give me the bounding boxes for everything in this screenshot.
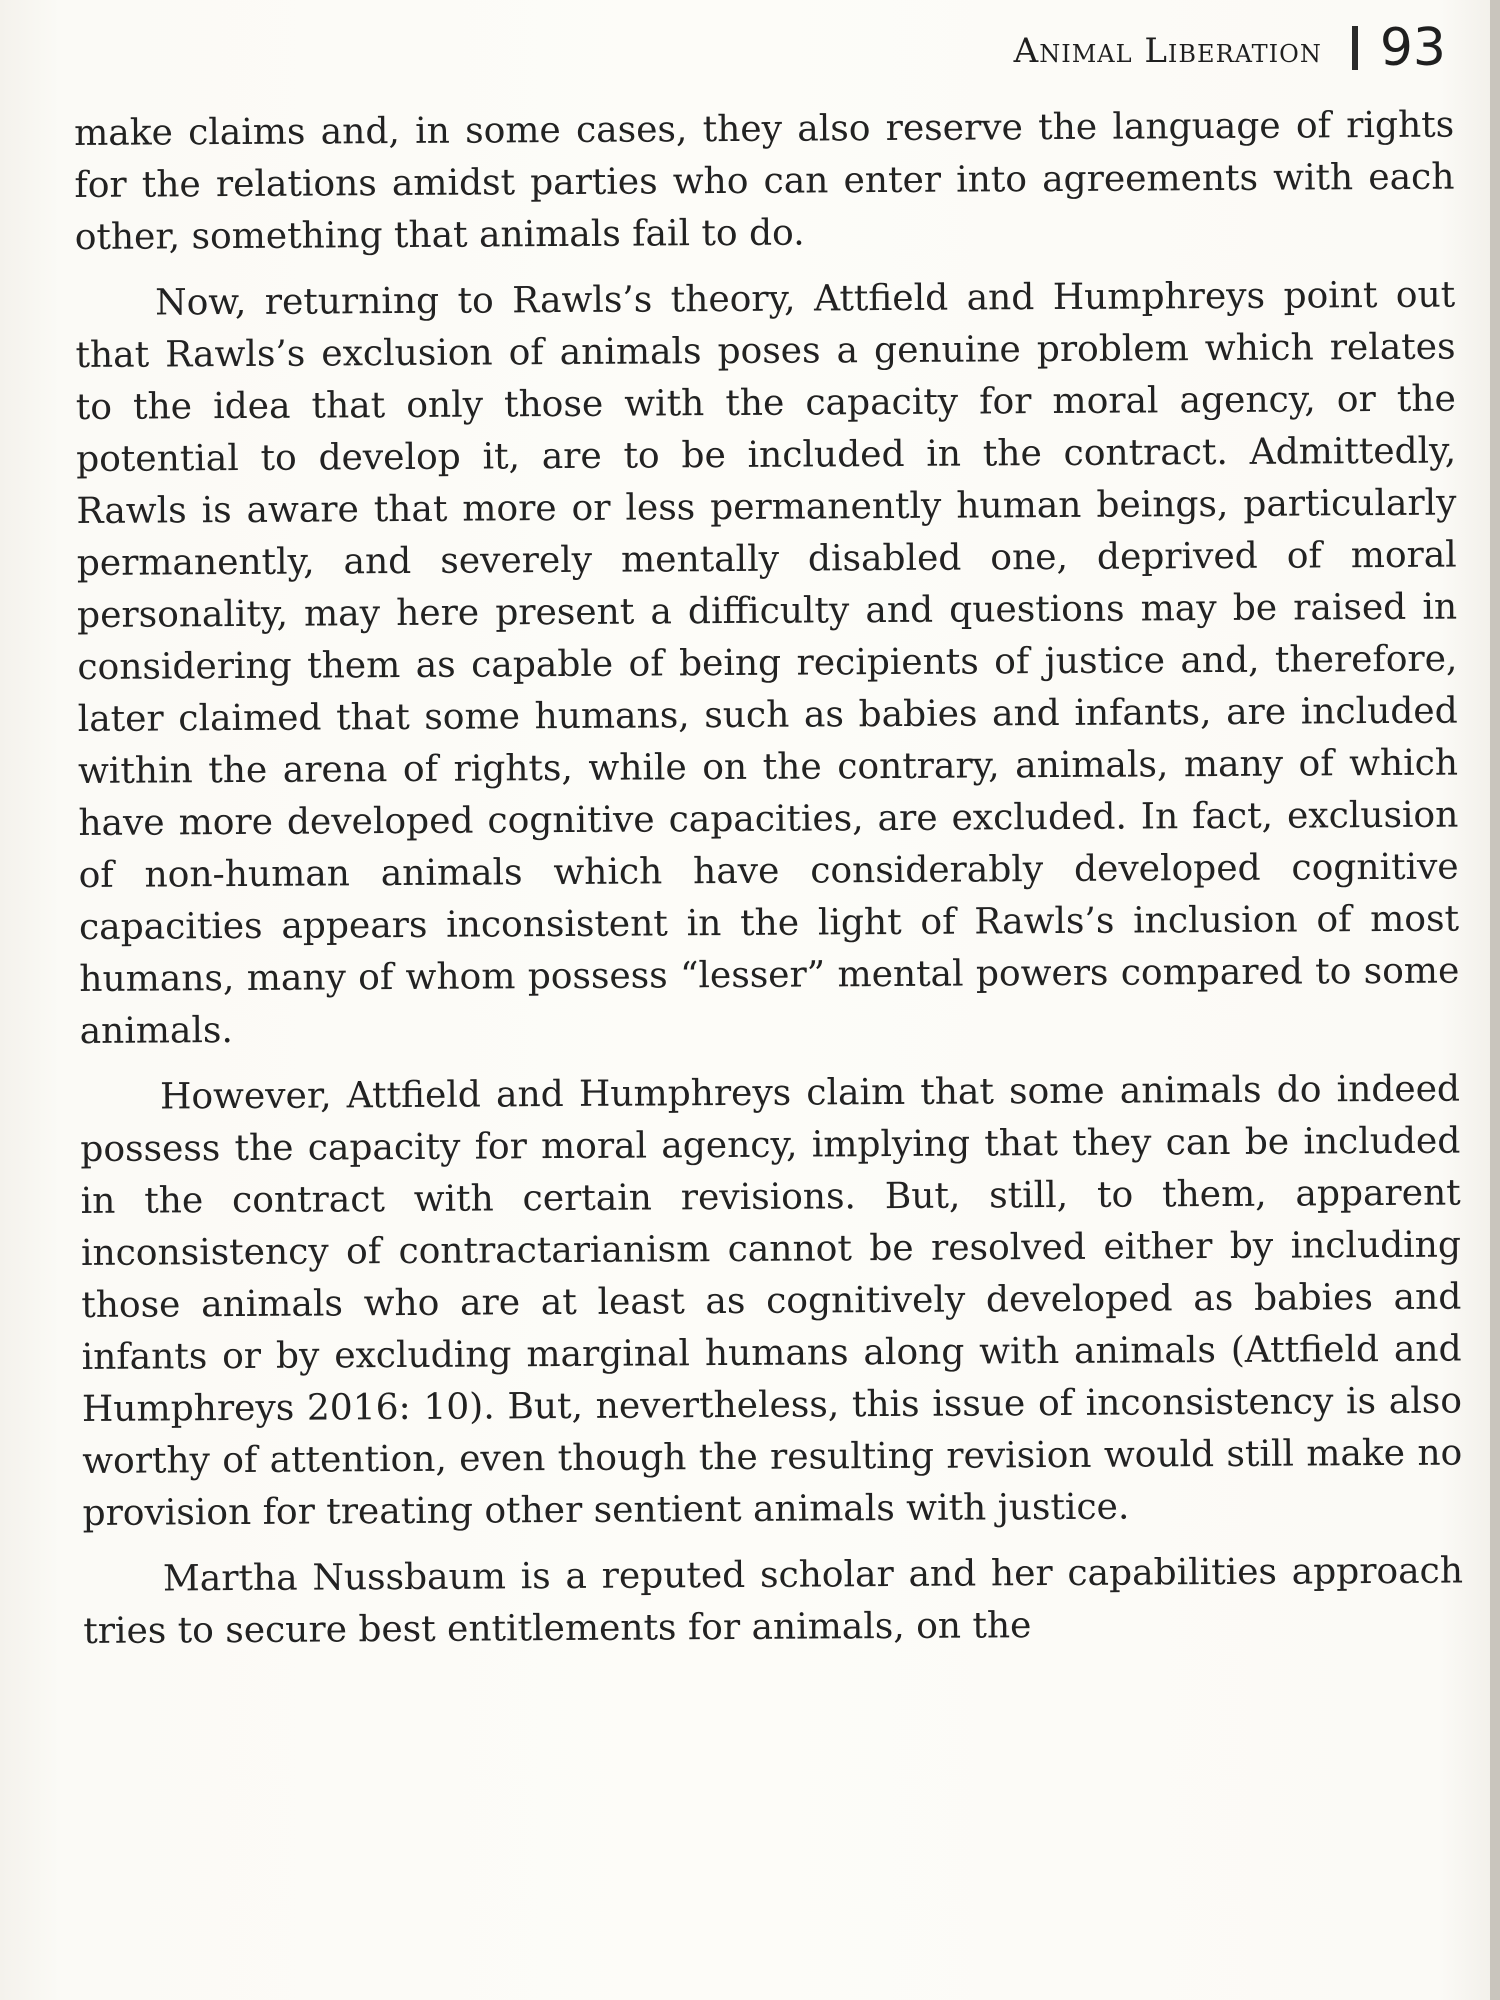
paragraph: Now, returning to Rawls’s theory, Attfield and Humphreys point out that Rawls’s exclusion of animals poses a genuine problem which relates to the idea that only those with the capacity for moral agency, or the potential to develop it, are to be included in the contract. Admittedly, Rawls is aware that more or less permanently human beings, particularly permanently, and severely mentally disabled one, deprived of moral personality, may here present a difficulty and questions may be raised in considering them as capable of being recipients of justice and, therefore, later claimed that some humans, such as babies and infants, are included within the arena of rights, while on the contrary, animals, many of which have more developed cognitive capacities, are excluded. In fact, exclusion of non-human animals which have considerably developed cognitive capacities appears inconsistent in the light of Rawls’s inclusion of most humans, many of whom possess “lesser” mental powers compared to some animals. — [75, 274, 1460, 1052]
header-separator — [1352, 26, 1358, 70]
paragraph: make claims and, in some cases, they also reserve the language of rights for the relations amidst parties who can enter into agreements with each other, something that animals fail to do. — [74, 104, 1455, 258]
page-edge-shadow — [1490, 0, 1500, 2000]
body-text — [74, 100, 1464, 1672]
paragraph: However, Attfield and Humphreys claim that some animals do indeed possess the capacity for moral agency, implying that they can be included in the contract with certain revisions. But, still, to them, apparent inconsistency of contractarianism cannot be resolved either by including those animals who are at least as cognitively developed as babies and infants or by excluding marginal humans along with animals (Attfield and Humphreys 2016: 10). But, nevertheless, this issue of inconsistency is also worthy of attention, even though the resulting revision would still make no provision for treating other sentient animals with justice. — [80, 1068, 1463, 1534]
paragraph: Martha Nussbaum is a reputed scholar and her capabilities approach tries to secure best entitlements for animals, on the — [83, 1550, 1464, 1652]
running-title: Animal Liberation — [1013, 31, 1322, 71]
page-number: 93 — [1379, 18, 1446, 78]
running-header — [1013, 18, 1446, 78]
